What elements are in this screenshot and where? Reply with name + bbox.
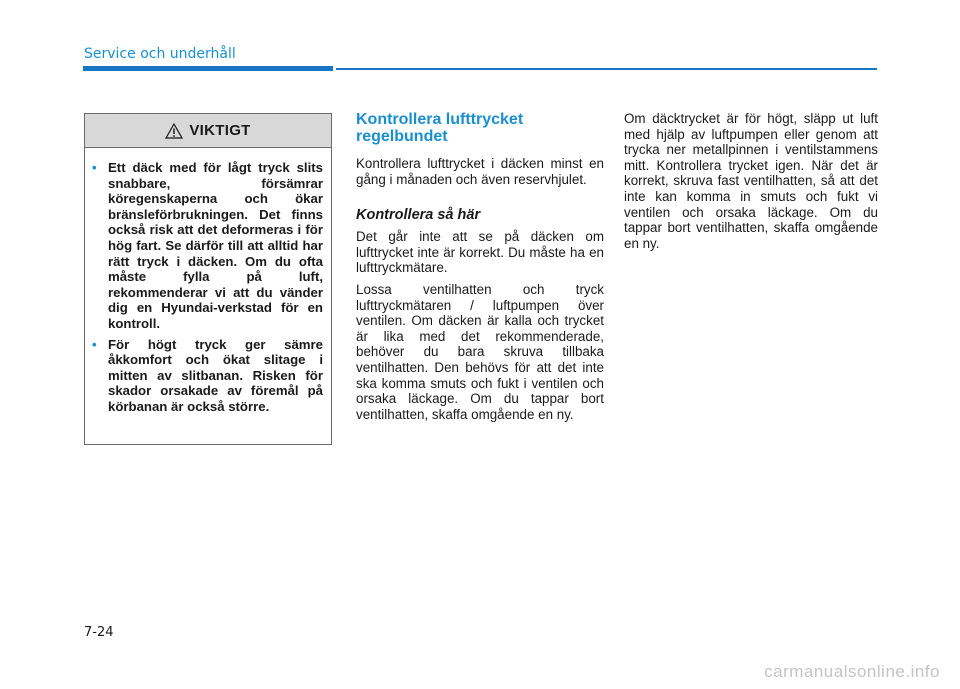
watermark: carmanualsonline.info	[764, 662, 940, 681]
section-paragraph-continued: Om däcktrycket är för högt, släpp ut luft med hjälp av luftpumpen eller genom att trycka ner metallpinnen i ventilstammens mitt. Kontrollera trycket igen. När det är korrekt, skruva fast ventilhatten, så att det inte kan komma in smuts och fukt vi ventilen och orsaka läckage. Om du tappar bort ventilhatten, skaffa omgående en ny.	[624, 111, 878, 251]
column-right	[624, 111, 878, 257]
section-title: Kontrollera lufttrycket regelbundet	[356, 111, 524, 145]
section-intro: Kontrollera lufttrycket i däcken minst en gång i månaden och även reservhjulet.	[356, 156, 604, 187]
section-paragraph: Det går inte att se på däcken om lufttrycket inte är korrekt. Du måste ha en lufttryckmätare.	[356, 229, 604, 276]
header-rule-thin	[336, 68, 877, 70]
warning-item	[92, 160, 323, 332]
warning-triangle-icon	[165, 123, 183, 139]
warning-item-text: Ett däck med för lågt tryck slits snabbare, försämrar köregenskaperna och ökar bränsleförbrukningen. Det finns också risk att det deformeras i för hög fart. Se därför till att alltid har rätt tryck i däcken. Om du ofta måste fylla på luft, rekommenderar vi att du vänder dig en Hyundai-verkstad för en kontroll.	[108, 160, 323, 331]
header-rule-thick	[83, 66, 333, 71]
bullet-icon: •	[92, 160, 97, 175]
warning-list	[85, 148, 331, 415]
warning-title: VIKTIGT	[189, 122, 251, 139]
warning-box	[84, 113, 332, 445]
warning-item	[92, 336, 323, 415]
warning-item-text: För högt tryck ger sämre åkkomfort och ökat slitage i mitten av slitbanan. Risken för skador orsakade av föremål på körbanan är också större.	[108, 336, 323, 414]
page-number: 7-24	[84, 625, 114, 640]
column-middle	[356, 111, 604, 428]
bullet-icon: •	[92, 336, 97, 352]
section-paragraph: Lossa ventilhatten och tryck lufttryckmätaren / luftpumpen över ventilen. Om däcken är kalla och trycket är lika med det rekommenderade, behöver du bara skruva tillbaka ventilhatten. Den behövs för att det inte ska komma smuts och fukt i ventilen och orsaka läckage. Om du tappar bort ventilhatten, skaffa omgående en ny.	[356, 281, 604, 422]
section-subtitle: Kontrollera så här	[356, 207, 481, 224]
header-title: Service och underhåll	[84, 46, 236, 62]
warning-header	[85, 114, 331, 148]
